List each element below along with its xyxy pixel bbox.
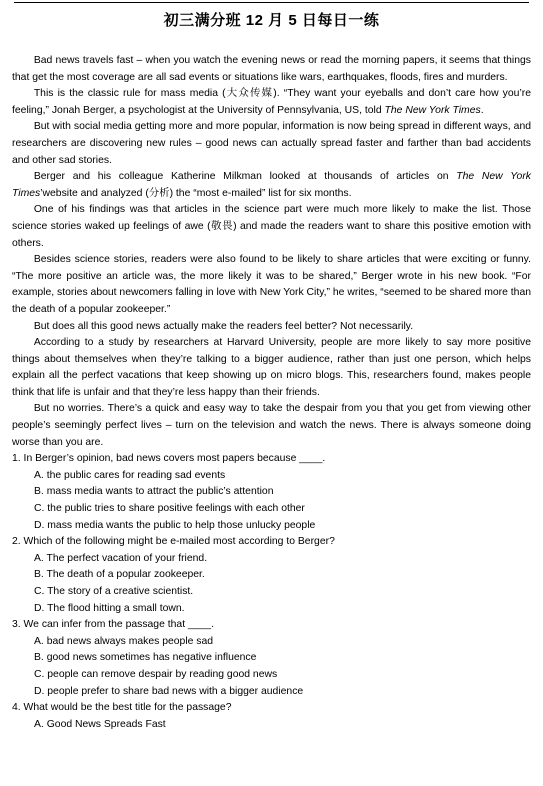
question-1-option-a[interactable]: A. the public cares for reading sad events [34, 469, 226, 481]
question-3-option-c[interactable]: C. people can remove despair by reading good news [34, 668, 278, 680]
question-1-stem: 1. In Berger’s opinion, bad news covers most papers because ____. [12, 453, 326, 465]
question-3-option-b[interactable]: B. good news sometimes has negative influence [34, 652, 257, 664]
question-3-stem: 3. We can infer from the passage that ____. [12, 619, 214, 631]
worksheet-body [12, 53, 531, 733]
paragraph-5: One of his findings was that articles in the science part were much more likely to make the list. Those science stories waked up feelings of awe (敬畏) and made the readers want to share this positive emotion with others. [12, 204, 531, 249]
paragraph-4: Berger and his colleague Katherine Milkman looked at thousands of articles on The New York Times’website and analyzed (分析) the “most e-mailed” list for six months. [12, 171, 531, 199]
question-4-stem: 4. What would be the best title for the passage? [12, 702, 232, 714]
question-2-stem: 2. Which of the following might be e-mailed most according to Berger? [12, 536, 335, 548]
paragraph-8: According to a study by researchers at Harvard University, people are more likely to say more positive things about themselves when they’re talking to a bigger audience, rather than just one person, which helps explain all the perfect vacations that keep showing up on micro blogs. This, researchers found, makes people think that life is unfair and that they’re less happy than their friends. [12, 337, 531, 398]
italic-source: The New York Times [12, 171, 531, 199]
question-3-option-a[interactable]: A. bad news always makes people sad [34, 635, 214, 647]
question-1-option-b[interactable]: B. mass media wants to attract the public’s attention [34, 486, 274, 498]
italic-source: The New York Times [384, 104, 481, 116]
question-1-option-d[interactable]: D. mass media wants the public to help those unlucky people [34, 519, 316, 531]
question-3-option-d[interactable]: D. people prefer to share bad news with a bigger audience [34, 685, 304, 697]
paragraph-7: But does all this good news actually make the readers feel better? Not necessarily. [33, 320, 414, 332]
paragraph-6: Besides science stories, readers were also found to be likely to share articles that were exciting or funny. “The more positive an article was, the more likely it was to be shared,” Berger wrote in his new book. “For example, stories about newcomers falling in love with New York City,” he writes, “seemed to be shared more than the death of a popular zookeeper.” [12, 254, 532, 315]
paragraph-9: But no worries. There’s a quick and easy way to take the despair from you that you get from viewing other people’s seemingly perfect lives – turn on the television and watch the news. There is always someone doing worse than you are. [12, 403, 531, 448]
paragraph-1: Bad news travels fast – when you watch the evening news or read the morning papers, it seems that things that get the most coverage are all sad events or situations like wars, earthquakes, floods, fires and murders. [12, 55, 531, 83]
paragraph-2: This is the classic rule for mass media (大众传媒). “They want your eyeballs and don’t care how you’re feeling,” Jonah Berger, a psychologist at the University of Pennsylvania, US, told The New York Times. [12, 88, 531, 116]
paragraph-3: But with social media getting more and more popular, information is now being spread in different ways, and researchers are discovering new rules – good news can actually spread faster and farther than bad accidents and other sad stories. [12, 121, 531, 166]
question-1-option-c[interactable]: C. the public tries to share positive feelings with each other [34, 503, 305, 515]
top-rule [14, 2, 529, 3]
question-2-option-c[interactable]: C. The story of a creative scientist. [34, 586, 194, 597]
question-2-option-a[interactable]: A. The perfect vacation of your friend. [34, 552, 208, 564]
page-title: 初三满分班 12 月 5 日每日一练 [163, 12, 380, 29]
question-4-option-a[interactable]: A. Good News Spreads Fast [34, 718, 166, 730]
question-2-option-d[interactable]: D. The flood hitting a small town. [34, 602, 185, 614]
question-2-option-b[interactable]: B. The death of a popular zookeeper. [34, 569, 205, 581]
